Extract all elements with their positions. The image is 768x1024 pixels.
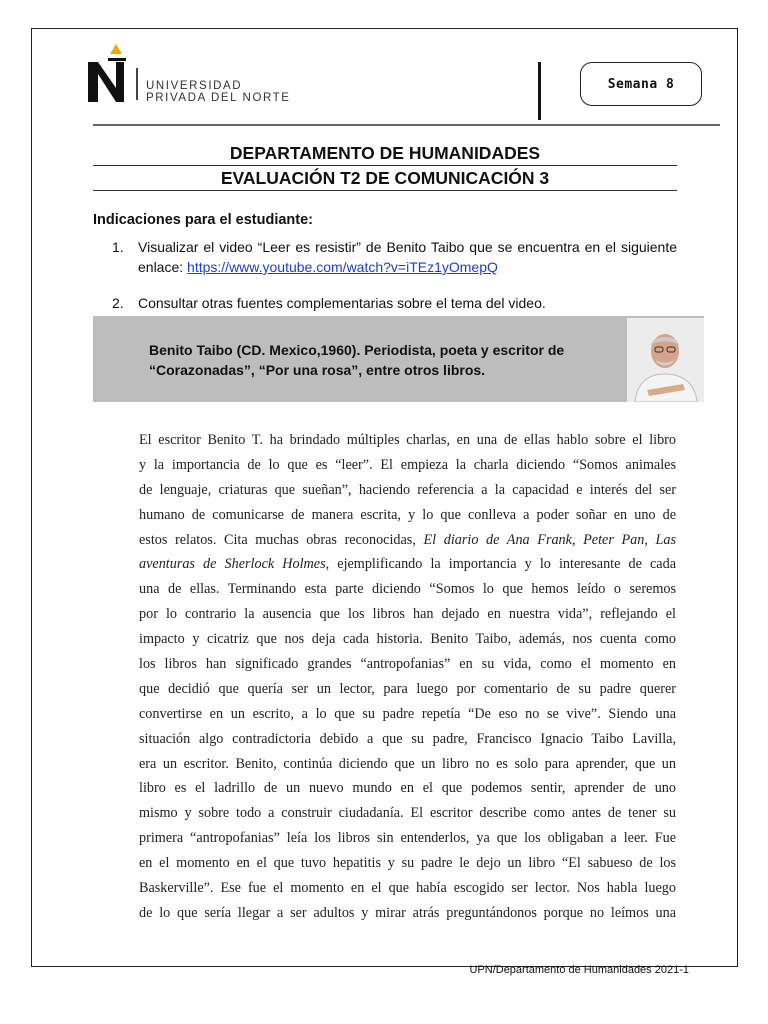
essay-line: mismo y sobre todo a construir ciudadanía. El escritor describe como antes de tener su <box>139 805 676 822</box>
essay-line: era un escritor. Benito, continúa diciendo que un libro no es solo para aprender, que un <box>139 755 676 772</box>
instruction-text: Visualizar el video “Leer es resistir” de Benito Taibo que se encuentra en el siguiente enlace: <box>138 239 677 275</box>
essay-line: en el momento en el que tuvo hepatitis y su padre le dejo un libro “El sabueso de los <box>139 855 676 872</box>
department-title: DEPARTAMENTO DE HUMANIDADES <box>229 143 541 163</box>
author-bio-text: Benito Taibo (CD. Mexico,1960). Periodista, poeta y escritor de “Corazonadas”, “Por una rosa”, entre otros libros. <box>149 342 565 378</box>
instruction-number: 2. <box>112 295 124 311</box>
essay-book-titles: El diario de Ana Frank, Peter Pan, Las <box>423 531 676 548</box>
essay-line: situación algo contradictoria debido a que su padre, Francisco Ignacio Taibo Lavilla, <box>139 730 676 747</box>
title-rule-top <box>93 165 677 166</box>
essay-line: y la importancia de lo que es “leer”. El empieza la charla diciendo “Somos animales <box>139 456 676 473</box>
university-name-line1: UNIVERSIDAD <box>146 80 243 92</box>
essay-line: de lenguaje, criaturas que sueñan”, haciendo referencia a la capacidad e interés del ser <box>139 481 676 498</box>
essay-line: los libros han significado grandes “antropofanias” en su vida, como el momento en <box>139 656 676 673</box>
instruction-number: 1. <box>112 239 124 255</box>
essay-line: que decidió que quería ser un lector, para luego por comentario de su padre querer <box>139 680 676 697</box>
title-rule-bottom <box>93 190 677 191</box>
essay-line: por lo contrario la ausencia que los libros han dejado en nuestra vida”, reflejando el <box>139 606 676 623</box>
essay-line: libro es el ladrillo de un nuevo mundo en el que podemos sentir, aprender de uno <box>139 780 676 797</box>
instructions-heading: Indicaciones para el estudiante: <box>93 212 313 228</box>
university-name-line2: PRIVADA DEL NORTE <box>146 92 291 104</box>
essay-line <box>139 552 676 577</box>
university-name <box>146 80 291 104</box>
video-link[interactable]: https://www.youtube.com/watch?v=iTEz1yOmepQ <box>187 259 498 275</box>
author-bio-box <box>93 316 704 402</box>
essay-line: humano de comunicarse de manera escrita, y lo que conlleva a poder soñar en uno de <box>139 506 676 523</box>
instruction-item-2 <box>112 293 677 315</box>
essay-book-titles: aventuras de Sherlock Holmes <box>139 556 326 573</box>
author-photo-icon <box>627 318 704 402</box>
essay-line: Baskerville”. Ese fue el momento en el que había escogido ser lector. Nos habla luego <box>139 880 676 897</box>
essay-line: una de ellas. Terminando esta parte diciendo “Somos lo que hemos leído o seremos <box>139 581 676 598</box>
essay-text: , ejemplificando la importancia y lo interesante de cada <box>325 556 676 573</box>
essay-line <box>139 528 676 553</box>
essay-text: estos relatos. Cita muchas obras reconocidas, <box>139 531 416 548</box>
evaluation-title: EVALUACIÓN T2 DE COMUNICACIÓN 3 <box>220 168 550 188</box>
week-badge: Semana 8 <box>580 62 702 106</box>
instruction-item-1 <box>112 237 677 279</box>
page-footer: UPN/Departamento de Humanidades 2021-1 <box>469 964 689 976</box>
instruction-text: Consultar otras fuentes complementarias sobre el tema del video. <box>138 295 546 311</box>
essay-line: impacto y cicatriz que nos deja cada historia. Benito Taibo, además, nos cuenta como <box>139 631 676 648</box>
essay-line: primera “antropofanias” leía los libros sin entenderlos, ya que los obligaban a leer. Fue <box>139 830 676 847</box>
essay-line: convertirse en un escrito, a lo que su padre repetía “De eso no se vive”. Siendo una <box>139 705 676 722</box>
header-divider <box>538 62 541 120</box>
header-rule <box>93 124 720 126</box>
essay-line: de lo que sería llegar a ser adultos y mirar atrás preguntándonos porque no leímos una <box>139 904 676 921</box>
essay-body <box>139 428 676 926</box>
essay-line: El escritor Benito T. ha brindado múltiples charlas, en una de ellas hablo sobre el libro <box>139 432 676 448</box>
